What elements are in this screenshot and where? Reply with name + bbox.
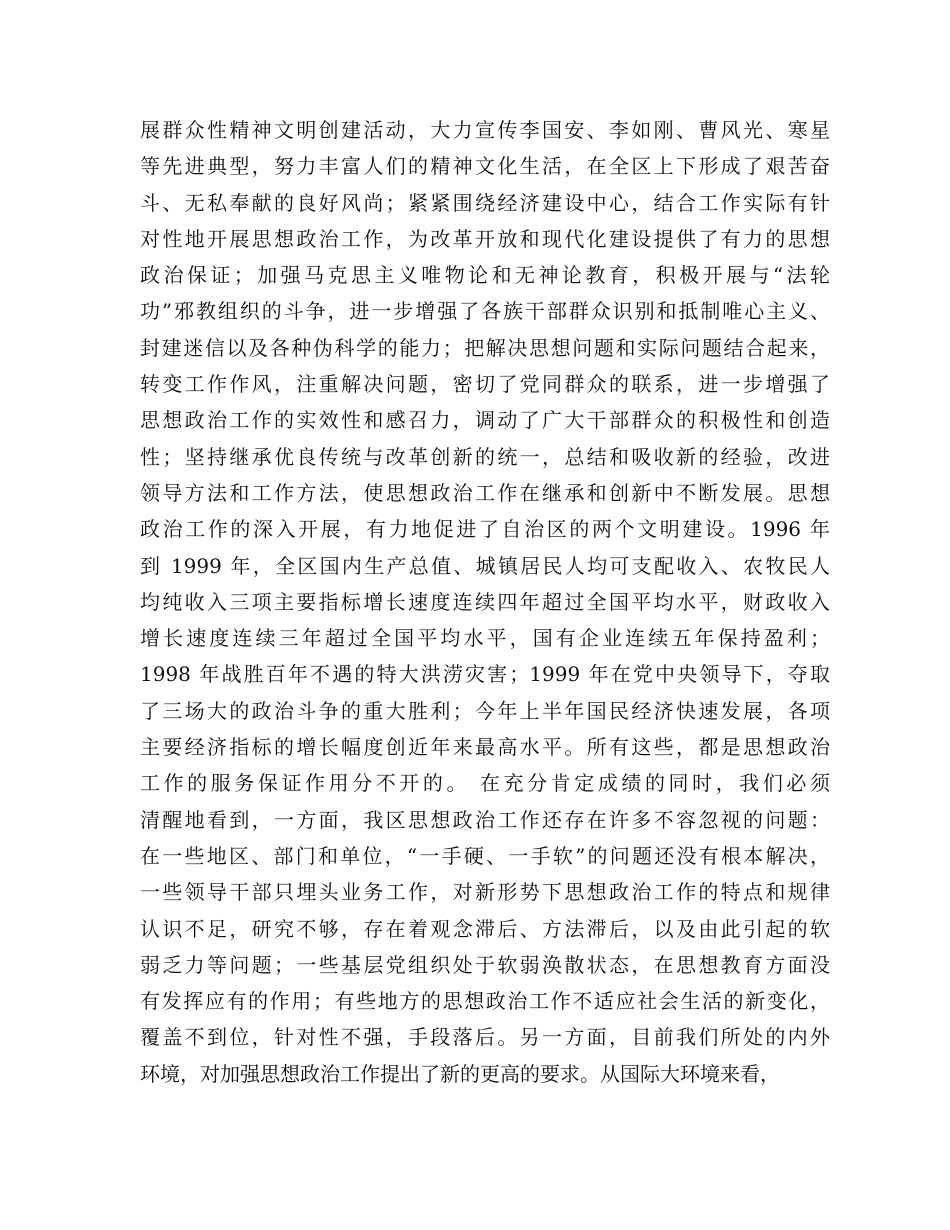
text-line: 政治工作的深入开展，有力地促进了自治区的两个文明建设。1996 年 bbox=[140, 517, 830, 542]
text-line: 斗、无私奉献的良好风尚；紧紧围绕经济建设中心，结合工作实际有针 bbox=[140, 190, 830, 215]
text-line: 对性地开展思想政治工作，为改革开放和现代化建设提供了有力的思想 bbox=[140, 226, 830, 251]
text-line: 领导方法和工作方法，使思想政治工作在继承和创新中不断发展。思想 bbox=[140, 480, 830, 505]
text-line: 等先进典型，努力丰富人们的精神文化生活，在全区上下形成了艰苦奋 bbox=[140, 154, 830, 179]
text-line: 一些领导干部只埋头业务工作，对新形势下思想政治工作的特点和规律 bbox=[140, 880, 830, 905]
text-line: 工作的服务保证作用分不开的。 在充分肯定成绩的同时，我们必须 bbox=[140, 771, 830, 796]
text-line: 转变工作作风，注重解决问题，密切了党同群众的联系，进一步增强了 bbox=[140, 372, 830, 397]
text-line: 1998 年战胜百年不遇的特大洪涝灾害；1999 年在党中央领导下，夺取 bbox=[140, 662, 830, 687]
text-line: 封建迷信以及各种伪科学的能力；把解决思想问题和实际问题结合起来， bbox=[140, 335, 830, 360]
body-text bbox=[140, 112, 830, 1092]
text-line: 功”邪教组织的斗争，进一步增强了各族干部群众识别和抵制唯心主义、 bbox=[140, 299, 830, 324]
text-line: 展群众性精神文明创建活动，大力宣传李国安、李如刚、曹风光、寒星 bbox=[140, 118, 830, 142]
text-line: 在一些地区、部门和单位，“一手硬、一手软”的问题还没有根本解决， bbox=[140, 843, 830, 868]
text-line: 性；坚持继承优良传统与改革创新的统一，总结和吸收新的经验，改进 bbox=[140, 444, 830, 469]
text-line: 环境，对加强思想政治工作提出了新的更高的要求。从国际大环境来看， bbox=[140, 1061, 780, 1086]
text-line: 清醒地看到，一方面，我区思想政治工作还存在许多不容忽视的问题： bbox=[140, 807, 830, 832]
text-line: 有发挥应有的作用；有些地方的思想政治工作不适应社会生活的新变化， bbox=[140, 989, 830, 1014]
text-line: 认识不足，研究不够，存在着观念滞后、方法滞后，以及由此引起的软 bbox=[140, 916, 830, 941]
text-line: 增长速度连续三年超过全国平均水平，国有企业连续五年保持盈利； bbox=[140, 626, 830, 651]
text-line: 主要经济指标的增长幅度创近年来最高水平。所有这些，都是思想政治 bbox=[140, 735, 830, 760]
text-line: 到 1999 年，全区国内生产总值、城镇居民人均可支配收入、农牧民人 bbox=[140, 553, 830, 578]
text-line: 弱乏力等问题；一些基层党组织处于软弱涣散状态，在思想教育方面没 bbox=[140, 952, 830, 977]
text-line: 均纯收入三项主要指标增长速度连续四年超过全国平均水平，财政收入 bbox=[140, 589, 830, 614]
text-line: 思想政治工作的实效性和感召力，调动了广大干部群众的积极性和创造 bbox=[140, 408, 830, 433]
text-line: 覆盖不到位，针对性不强，手段落后。另一方面，目前我们所处的内外 bbox=[140, 1025, 830, 1050]
text-line: 了三场大的政治斗争的重大胜利；今年上半年国民经济快速发展，各项 bbox=[140, 698, 830, 723]
text-line: 政治保证；加强马克思主义唯物论和无神论教育，积极开展与“法轮 bbox=[140, 263, 830, 288]
